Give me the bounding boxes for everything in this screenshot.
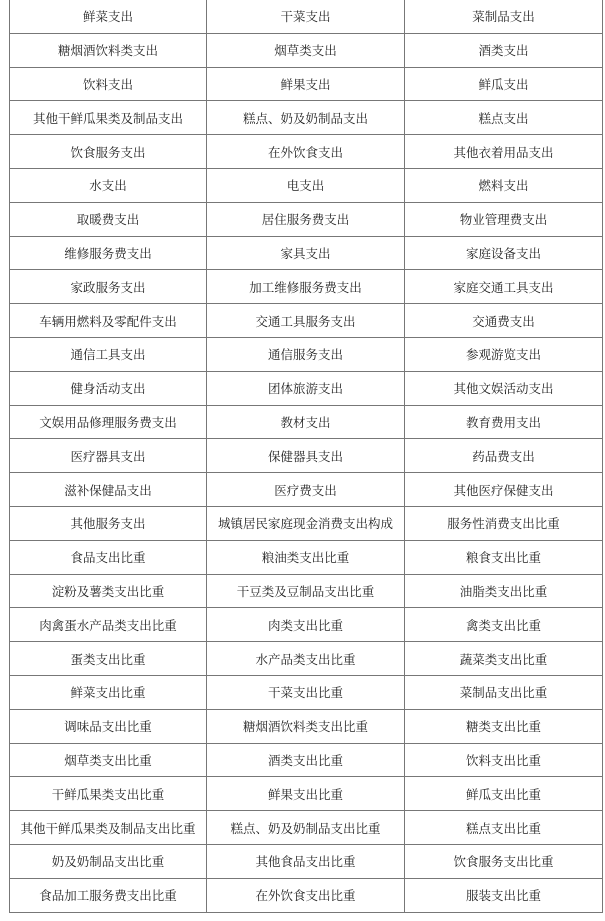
- table-row: [10, 743, 603, 777]
- table-row: [10, 473, 603, 507]
- table-row: [10, 540, 603, 574]
- table-row: [10, 0, 603, 33]
- table-cell: 城镇居民家庭现金消费支出构成: [207, 506, 405, 540]
- table-cell: 取暖费支出: [10, 202, 207, 236]
- table-cell: 交通费支出: [405, 304, 603, 338]
- table-cell: 干菜支出: [207, 0, 405, 33]
- table-row: [10, 168, 603, 202]
- table-cell: 车辆用燃料及零配件支出: [10, 304, 207, 338]
- table-row: [10, 405, 603, 439]
- table-cell: 滋补保健品支出: [10, 473, 207, 507]
- table-row: [10, 337, 603, 371]
- table-cell: 鲜菜支出: [10, 0, 207, 33]
- table-cell: 电支出: [207, 168, 405, 202]
- table-row: [10, 709, 603, 743]
- table-cell: 糖类支出比重: [405, 709, 603, 743]
- table-cell: 食品支出比重: [10, 540, 207, 574]
- table-cell: 干鲜瓜果类支出比重: [10, 777, 207, 811]
- table-cell: 肉禽蛋水产品类支出比重: [10, 608, 207, 642]
- table-row: [10, 844, 603, 878]
- table-cell: 糖烟酒饮料类支出: [10, 33, 207, 67]
- table-cell: 饮料支出比重: [405, 743, 603, 777]
- table-cell: 服装支出比重: [405, 878, 603, 912]
- table-cell: 鲜瓜支出: [405, 67, 603, 101]
- table-cell: 饮料支出: [10, 67, 207, 101]
- table-cell: 医疗费支出: [207, 473, 405, 507]
- table-cell: 烟草类支出: [207, 33, 405, 67]
- table-cell: 通信服务支出: [207, 337, 405, 371]
- table-cell: 粮食支出比重: [405, 540, 603, 574]
- table-cell: 教材支出: [207, 405, 405, 439]
- table-cell: 健身活动支出: [10, 371, 207, 405]
- table-cell: 家政服务支出: [10, 270, 207, 304]
- table-cell: 水产品类支出比重: [207, 642, 405, 676]
- table-cell: 鲜果支出比重: [207, 777, 405, 811]
- table-cell: 家庭交通工具支出: [405, 270, 603, 304]
- table-cell: 菜制品支出比重: [405, 675, 603, 709]
- table-cell: 维修服务费支出: [10, 236, 207, 270]
- table-cell: 烟草类支出比重: [10, 743, 207, 777]
- table-row: [10, 67, 603, 101]
- table-row: [10, 101, 603, 135]
- table-cell: 其他文娱活动支出: [405, 371, 603, 405]
- table-cell: 其他干鲜瓜果类及制品支出比重: [10, 811, 207, 845]
- table-cell: 糕点支出: [405, 101, 603, 135]
- table-cell: 药品费支出: [405, 439, 603, 473]
- table-body: [10, 0, 603, 912]
- table-cell: 食品加工服务费支出比重: [10, 878, 207, 912]
- table-cell: 其他医疗保健支出: [405, 473, 603, 507]
- table-cell: 水支出: [10, 168, 207, 202]
- table-row: [10, 135, 603, 169]
- table-cell: 蔬菜类支出比重: [405, 642, 603, 676]
- table-row: [10, 574, 603, 608]
- table-cell: 菜制品支出: [405, 0, 603, 33]
- table-cell: 文娱用品修理服务费支出: [10, 405, 207, 439]
- table-cell: 燃料支出: [405, 168, 603, 202]
- table-cell: 通信工具支出: [10, 337, 207, 371]
- table-cell: 鲜瓜支出比重: [405, 777, 603, 811]
- table-cell: 糕点支出比重: [405, 811, 603, 845]
- table-cell: 奶及奶制品支出比重: [10, 844, 207, 878]
- table-cell: 粮油类支出比重: [207, 540, 405, 574]
- table-cell: 医疗器具支出: [10, 439, 207, 473]
- table-cell: 酒类支出比重: [207, 743, 405, 777]
- table-row: [10, 236, 603, 270]
- table-cell: 团体旅游支出: [207, 371, 405, 405]
- table-cell: 饮食服务支出: [10, 135, 207, 169]
- table-cell: 糖烟酒饮料类支出比重: [207, 709, 405, 743]
- table-cell: 保健器具支出: [207, 439, 405, 473]
- table-cell: 参观游览支出: [405, 337, 603, 371]
- table-row: [10, 642, 603, 676]
- table-cell: 其他服务支出: [10, 506, 207, 540]
- table-row: [10, 506, 603, 540]
- table-cell: 调味品支出比重: [10, 709, 207, 743]
- table-cell: 加工维修服务费支出: [207, 270, 405, 304]
- table-row: [10, 608, 603, 642]
- table-row: [10, 270, 603, 304]
- table-cell: 家庭设备支出: [405, 236, 603, 270]
- table-cell: 鲜果支出: [207, 67, 405, 101]
- table-cell: 其他衣着用品支出: [405, 135, 603, 169]
- table-cell: 在外饮食支出比重: [207, 878, 405, 912]
- table-cell: 糕点、奶及奶制品支出: [207, 101, 405, 135]
- table-cell: 教育费用支出: [405, 405, 603, 439]
- table-cell: 蛋类支出比重: [10, 642, 207, 676]
- table-row: [10, 33, 603, 67]
- table-row: [10, 675, 603, 709]
- table-cell: 交通工具服务支出: [207, 304, 405, 338]
- table-row: [10, 878, 603, 912]
- table-cell: 干菜支出比重: [207, 675, 405, 709]
- table-row: [10, 811, 603, 845]
- table-cell: 服务性消费支出比重: [405, 506, 603, 540]
- table-cell: 其他食品支出比重: [207, 844, 405, 878]
- table-row: [10, 439, 603, 473]
- table-cell: 酒类支出: [405, 33, 603, 67]
- table-cell: 禽类支出比重: [405, 608, 603, 642]
- table-cell: 家具支出: [207, 236, 405, 270]
- table-cell: 干豆类及豆制品支出比重: [207, 574, 405, 608]
- table-cell: 糕点、奶及奶制品支出比重: [207, 811, 405, 845]
- table-cell: 其他干鲜瓜果类及制品支出: [10, 101, 207, 135]
- table-row: [10, 777, 603, 811]
- table-cell: 在外饮食支出: [207, 135, 405, 169]
- table-cell: 饮食服务支出比重: [405, 844, 603, 878]
- table-row: [10, 202, 603, 236]
- data-table: [9, 0, 603, 913]
- table-cell: 鲜菜支出比重: [10, 675, 207, 709]
- table-row: [10, 371, 603, 405]
- table-cell: 淀粉及薯类支出比重: [10, 574, 207, 608]
- table-cell: 油脂类支出比重: [405, 574, 603, 608]
- table-cell: 物业管理费支出: [405, 202, 603, 236]
- table-cell: 居住服务费支出: [207, 202, 405, 236]
- table-row: [10, 304, 603, 338]
- table-cell: 肉类支出比重: [207, 608, 405, 642]
